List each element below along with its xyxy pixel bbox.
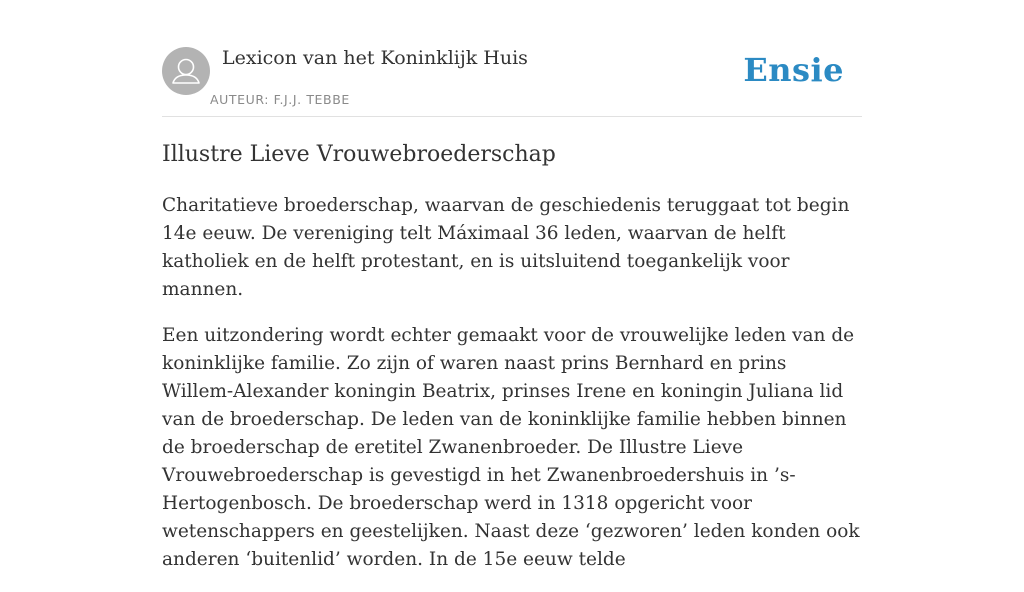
article-header (162, 46, 862, 117)
paragraph: Een uitzondering wordt echter gemaakt voor de vrouwelijke leden van de koninklijke familie. Zo zijn of waren naast prins Bernhard en prins Willem-Alexander koningin Beatrix, prinses Irene en koningin Juliana lid van de broederschap. De leden van de koninklijke familie hebben binnen de broederschap de eretitel Zwanenbroeder. De Illustre Lieve Vrouwebroederschap is gevestigd in het Zwanenbroedershuis in ’s-Hertogenbosch. De broederschap werd in 1318 opgericht voor wetenschappers en geestelijken. Naast deze ‘gezworen’ leden konden ook anderen ‘buitenlid’ worden. In de 15e eeuw telde (162, 325, 860, 570)
author-label[interactable]: AUTEUR: F.J.J. TEBBE (210, 92, 350, 107)
article-title: Illustre Lieve Vrouwebroederschap (162, 142, 556, 167)
source-title[interactable]: Lexicon van het Koninklijk Huis (222, 47, 528, 69)
paragraph: Charitatieve broederschap, waarvan de geschiedenis teruggaat tot begin 14e eeuw. De vereniging telt Máximaal 36 leden, waarvan de helft katholiek en de helft protestant, en is uitsluitend toegankelijk voor mannen. (162, 195, 850, 300)
ensie-logo[interactable]: Ensie (743, 51, 844, 89)
article-body (162, 192, 862, 592)
author-avatar[interactable] (162, 47, 210, 95)
user-icon (162, 47, 210, 95)
